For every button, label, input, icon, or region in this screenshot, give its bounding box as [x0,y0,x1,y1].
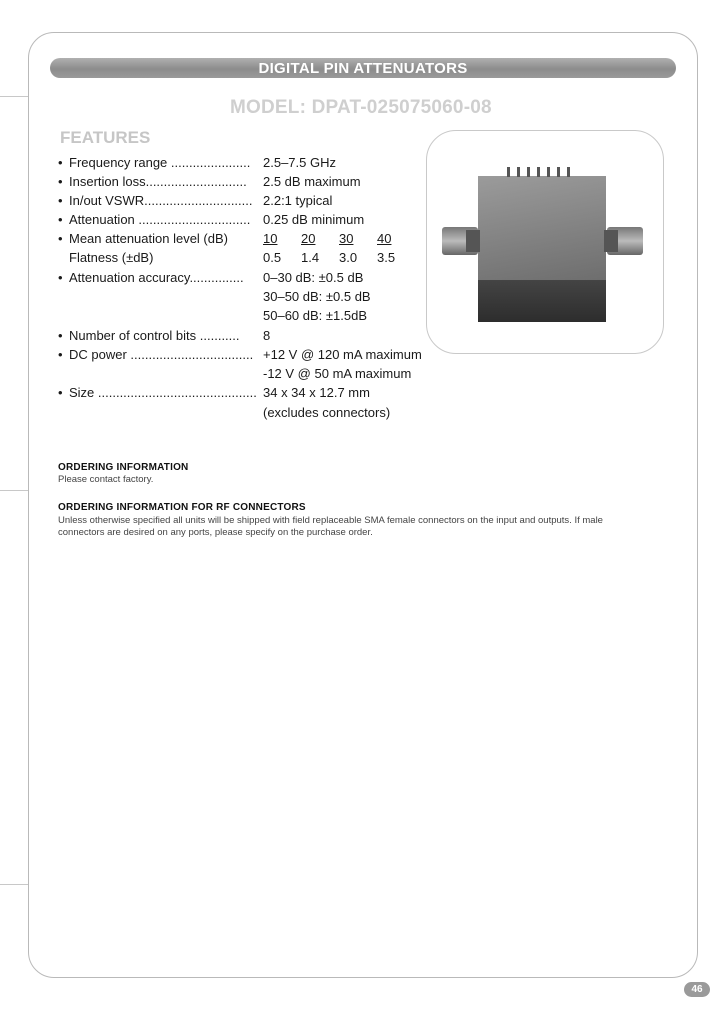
margin-mark [0,884,28,885]
banner-title: DIGITAL PIN ATTENUATORS [258,59,468,77]
spec-label: Attenuation ............................... [69,212,251,227]
bullet: • [58,174,63,189]
features-heading: FEATURES [60,128,151,147]
dc-power-line: -12 V @ 50 mA maximum [263,366,412,381]
device-front-face [478,280,606,322]
margin-mark [0,490,28,491]
level-value: 30 [339,231,354,246]
spec-label: Size ............................................ [69,385,257,400]
level-value: 40 [377,231,392,246]
spec-label: Flatness (±dB) [69,250,154,265]
spec-row-accuracy [58,270,364,286]
device-top-surface [478,176,606,280]
mean-level-values [263,231,415,247]
spec-row-vswr [58,193,333,209]
bullet: • [58,347,63,362]
level-value: 10 [263,231,278,246]
ordering-text: Please contact factory. [58,474,154,485]
accuracy-line: 50–60 dB: ±1.5dB [263,308,367,323]
spec-label: Number of control bits ........... [69,328,240,343]
bullet: • [58,385,63,400]
spec-value: 2.5 dB maximum [263,174,361,189]
flatness-value: 0.5 [263,250,282,265]
spec-value: 2.2:1 typical [263,193,333,208]
spec-value: +12 V @ 120 mA maximum [263,347,422,362]
connector-nut [604,230,618,252]
spec-label: Attenuation accuracy............... [69,270,244,285]
control-pins [505,157,575,177]
margin-mark [0,96,28,97]
flatness-value: 3.0 [339,250,358,265]
spec-value: 8 [263,328,271,343]
page-number: 46 [684,982,710,997]
flatness-values [263,250,415,266]
flatness-value: 1.4 [301,250,320,265]
spec-row-attenuation [58,212,365,228]
bullet: • [58,155,63,170]
spec-row-size [58,385,370,401]
bullet: • [58,270,63,285]
flatness-value: 3.5 [377,250,396,265]
level-value: 20 [301,231,316,246]
bullet: • [58,328,63,343]
spec-value: 0.25 dB minimum [263,212,365,227]
ordering-title: ORDERING INFORMATION [58,462,189,473]
bullet: • [58,212,63,227]
spec-row-insertion-loss [58,174,361,190]
spec-row-dc-power [58,347,422,363]
spec-label: Insertion loss............................ [69,174,247,189]
spec-row-flatness [58,250,396,266]
bullet: • [58,193,63,208]
section-banner [50,58,676,78]
model-title: MODEL: DPAT-025075060-08 [230,97,492,118]
spec-row-frequency [58,155,336,171]
spec-value: 0–30 dB: ±0.5 dB [263,270,364,285]
spec-label: In/out VSWR.............................. [69,193,253,208]
spec-row-mean-level [58,231,392,247]
spec-label: Mean attenuation level (dB) [69,231,228,246]
spec-value: 2.5–7.5 GHz [263,155,336,170]
size-note: (excludes connectors) [263,405,391,420]
ordering-rf-text: Unless otherwise specified all units will be shipped with field replaceable SMA female connectors on the input and outputs. If male connectors are desired on any ports, please specify on the purchase order. [58,515,603,538]
connector-nut [466,230,480,252]
spec-label: DC power .................................. [69,347,254,362]
accuracy-line: 30–50 dB: ±0.5 dB [263,289,371,304]
spec-label: Frequency range ...................... [69,155,251,170]
ordering-rf-title: ORDERING INFORMATION FOR RF CONNECTORS [58,502,306,513]
bullet: • [58,231,63,246]
spec-row-control-bits [58,328,271,344]
spec-value: 34 x 34 x 12.7 mm [263,385,370,400]
